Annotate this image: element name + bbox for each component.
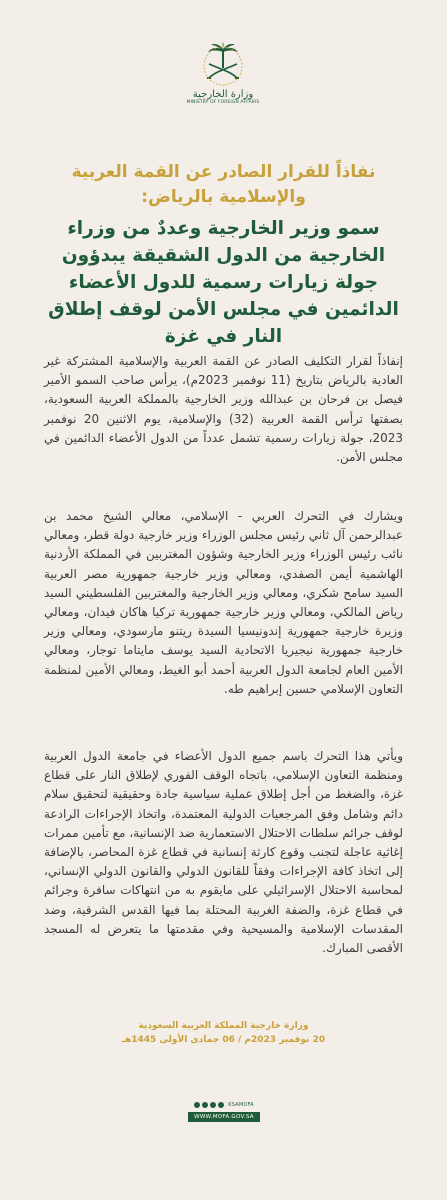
youtube-icon[interactable]	[210, 1102, 216, 1108]
social-handle[interactable]: KSAMOFA	[228, 1102, 254, 1108]
body-paragraph: إنفاذاً لقرار التكليف الصادر عن القمة العربية والإسلامية المشتركة غير العادية بالرياض بتاريخ (11 نوفمبر 2023م)، يرأس صاحب السمو الأمير فيصل بن فرحان بن عبدالله وزير الخارجية بالمملكة العربية السعودية، بصفتها ترأس القمة العربية (32) والإسلامية، يوم الاثنين 20 نوفمبر 2023، جولة زيارات رسمية تشمل عدداً من الدول الأعضاء الدائمين في مجلس الأمن.	[44, 354, 404, 465]
instagram-icon[interactable]	[202, 1102, 208, 1108]
signature-block	[0, 1019, 447, 1047]
signature-date: 20 نوفمبر 2023م / 06 جمادى الأولى 1445هـ	[121, 1035, 326, 1045]
x-icon[interactable]	[218, 1102, 224, 1108]
body-paragraph: ويشارك في التحرك العربي - الإسلامي، معالي الشيخ محمد بن عبدالرحمن آل ثاني رئيس مجلس الوزراء وزير خارجية دولة قطر، ومعالي نائب رئيس الوزراء وزير الخارجية وشؤون المغتربين في المملكة الأردنية الهاشمية أيمن الصفدي، ومعالي وزير خارجية جمهورية مصر العربية السيد سامح شكري، ومعالي وزير الخارجية والمغتربين الفلسطيني السيد رياض المالكي، ومعالي وزير خارجية جمهورية تركيا هاكان فيدان، ومعالي وزيرة خارجية جمهورية إندونيسيا السيدة ريتنو مارسودي، ومعالي وزير خارجية جمهورية نيجيريا الاتحادية السيد يوسف مايتاما توجار، ومعالي الأمين العام لجامعة الدول العربية أحمد أبو الغيط، ومعالي الأمين لمنظمة التعاون الإسلامي حسين إبراهيم طه.	[44, 509, 403, 696]
signature-ministry: وزارة خارجية المملكة العربية السعودية	[138, 1021, 309, 1031]
headline: سمو وزير الخارجية وعددٌ من وزراء الخارجية من الدول الشقيقة يبدؤون جولة زيارات رسمية للدول الأعضاء الدائمين في مجلس الأمن لوقف إطلاق النار في غزة	[48, 218, 399, 347]
website-link[interactable]: WWW.MOFA.GOV.SA	[188, 1112, 260, 1122]
logo-english-text: MINISTRY OF FOREIGN AFFAIRS	[186, 100, 260, 105]
snapchat-icon[interactable]	[194, 1102, 200, 1108]
footer	[184, 1100, 264, 1122]
body-paragraph: ويأتي هذا التحرك باسم جميع الدول الأعضاء في جامعة الدول العربية ومنظمة التعاون الإسلامي، باتجاه الوقف الفوري لإطلاق النار على قطاع غزة، والضغط من أجل إطلاق عملية سياسية جادة وحقيقية لتحقيق سلام دائم وشامل وفق المرجعيات الدولية المعتمدة، واتخاذ الإجراءات الرادعة لوقف جرائم سلطات الاحتلال الاستعمارية ضد الإنسانية، مع تأمين ممرات إغاثية عاجلة لتجنب وقوع كارثة إنسانية في قطاع غزة المحاصر، بالإضافة إلى اتخاذ كافة الإجراءات وفقاً للقانون الدولي والقانون الدولي الإنساني، لمحاسبة الاحتلال الإسرائيلي على مايقوم به من انتهاكات سافرة وجرائم في قطاع غزة، والضفة الغربية المحتلة بما فيها القدس الشرقية، وضد المقدسات الإسلامية والمسيحية وفي مقدمتها ما يتعرض له المسجد الأقصى المبارك.	[44, 749, 403, 956]
emblem-icon	[203, 42, 243, 88]
ministry-logo	[185, 42, 261, 116]
social-row	[194, 1100, 253, 1110]
logo-arabic-text: وزارة الخارجية	[192, 89, 254, 100]
kicker-heading: نفاذاً للقرار الصادر عن القمة العربية والإسلامية بالرياض:	[71, 162, 376, 207]
